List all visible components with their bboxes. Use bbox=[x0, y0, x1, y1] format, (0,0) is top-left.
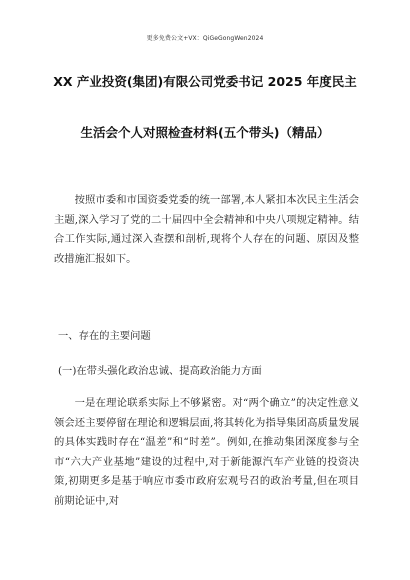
intro-paragraph: 按照市委和市国资委党委的统一部署,本人紧扣本次民主生活会主题,深入学习了党的二十届四中全会精神和中央八项规定精神。结合工作实际,通过深入查摆和剖析,现将个人存在的问题、原因及整改措施汇报如下。 bbox=[54, 194, 359, 265]
subsection-heading: (一)在带头强化政治忠诚、提高政治能力方面 bbox=[58, 365, 262, 377]
header-note: 更多免费公文+VX：QiGeGongWen2024 bbox=[146, 35, 264, 42]
body-paragraph: 一是在理论联系实际上不够紧密。对“两个确立”的决定性意义领会还主要停留在理论和逻辑层面,将其转化为指导集团高质量发展的具体实践时存在“温差”和“时差”。例如,在推动集团深度参与全市“六大产业基地”建设的过程中,对于新能源汽车产业链的投资决策,初期更多是基于响应市委市政府宏观号召的政治考量,但在项目前期论证中,对 bbox=[54, 397, 359, 507]
document-title-line-1: XX 产业投资(集团)有限公司党委书记 2025 年度民主 bbox=[53, 74, 357, 89]
section-heading: 一、存在的主要问题 bbox=[58, 330, 151, 342]
document-title-line-2: 生活会个人对照检查材料(五个带头)（精品） bbox=[80, 125, 330, 140]
